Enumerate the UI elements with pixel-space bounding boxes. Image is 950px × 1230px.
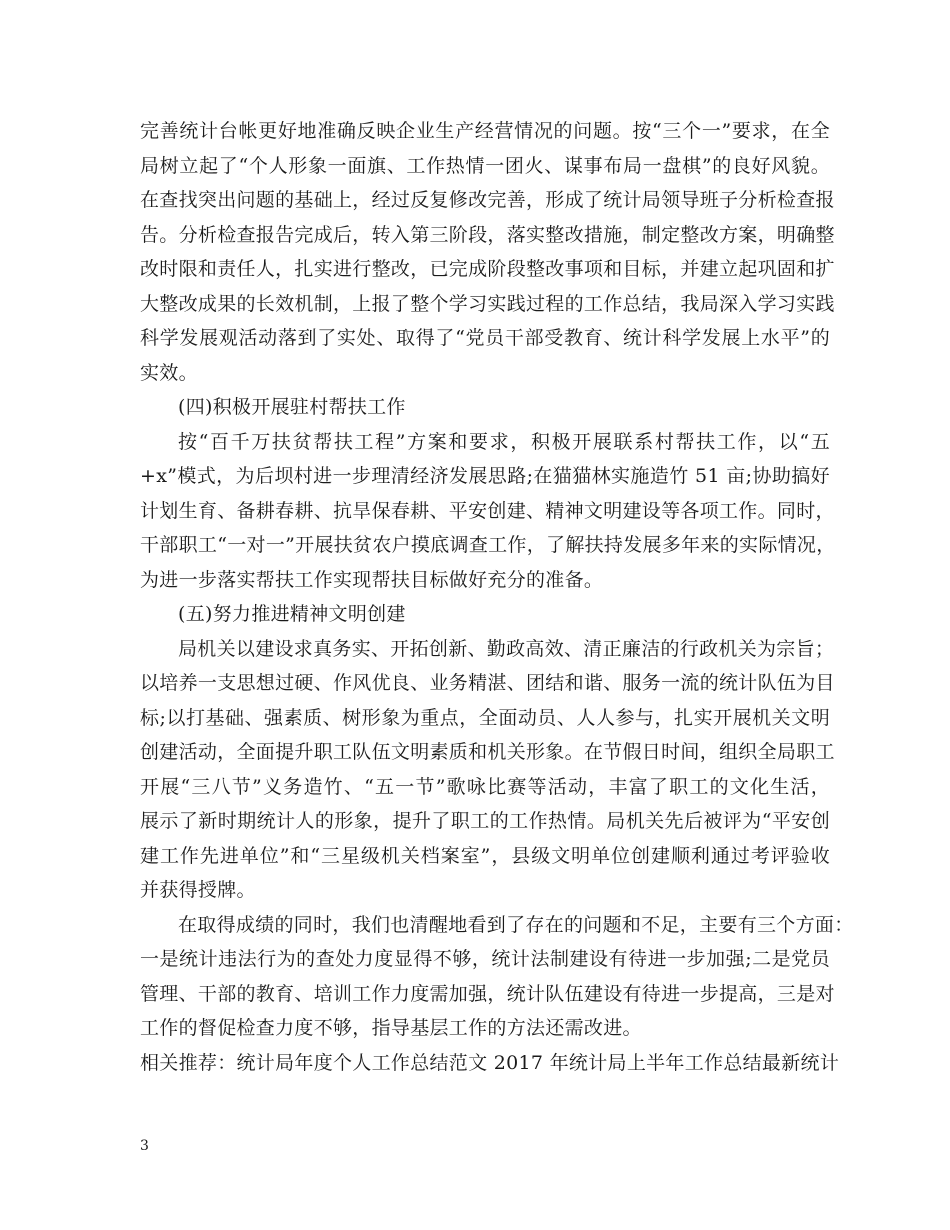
text-line: 标;以打基础、强素质、树形象为重点，全面动员、人人参与，扎实开展机关文明 xyxy=(140,706,830,729)
section-heading: (五)努力推进精神文明创建 xyxy=(178,603,406,625)
text-line: 以培养一支思想过硬、作风优良、业务精湛、团结和谐、服务一流的统计队伍为目 xyxy=(140,672,835,694)
page-number: 3 xyxy=(140,1138,149,1154)
text-line: 在取得成绩的同时，我们也清醒地看到了存在的问题和不足，主要有三个方面： xyxy=(178,913,854,936)
text-line: 展示了新时期统计人的形象，提升了职工的工作热情。局机关先后被评为“平安创 xyxy=(140,810,830,832)
text-line: 管理、干部的教育、培训工作力度需加强，统计队伍建设有待进一步提高，三是对 xyxy=(140,982,835,1005)
text-line: 并获得授牌。 xyxy=(140,879,256,901)
text-line: 为进一步落实帮扶工作实现帮扶目标做好充分的准备。 xyxy=(140,568,604,591)
text-line: 改时限和责任人，扎实进行整改，已完成阶段整改事项和目标，并建立起巩固和扩 xyxy=(140,258,835,280)
text-line: 大整改成果的长效机制，上报了整个学习实践过程的工作总结，我局深入学习实践 xyxy=(140,292,835,315)
text-line: +x”模式，为后坝村进一步理清经济发展思路;在猫猫林实施造竹 51 亩;协助搞好 xyxy=(140,465,830,487)
text-line: 一是统计违法行为的查处力度显得不够，统计法制建设有待进一步加强;二是党员 xyxy=(140,948,830,970)
text-line: 实效。 xyxy=(140,361,198,384)
text-line: 计划生育、备耕春耕、抗旱保春耕、平安创建、精神文明建设等各项工作。同时， xyxy=(140,499,835,522)
text-line: 工作的督促检查力度不够，指导基层工作的方法还需改进。 xyxy=(140,1017,642,1039)
text-line: 局树立起了“个人形象一面旗、工作热情一团火、谋事布局一盘棋”的良好风貌。 xyxy=(140,154,830,177)
text-line: 建工作先进单位”和“三星级机关档案室”，县级文明单位创建顺利通过考评验收 xyxy=(140,844,830,867)
text-line: 开展“三八节”义务造竹、“五一节”歌咏比赛等活动，丰富了职工的文化生活， xyxy=(140,775,830,798)
text-line: 局机关以建设求真务实、开拓创新、勤政高效、清正廉洁的行政机关为宗旨； xyxy=(178,637,835,660)
text-line: 创建活动，全面提升职工队伍文明素质和机关形象。在节假日时间，组织全局职工 xyxy=(140,741,835,763)
text-line: 按“百千万扶贫帮扶工程”方案和要求，积极开展联系村帮扶工作，以“五 xyxy=(178,430,830,453)
document-body xyxy=(140,114,854,1080)
text-line: 科学发展观活动落到了实处、取得了“党员干部受教育、统计科学发展上水平”的 xyxy=(140,327,830,349)
text-line: 在查找突出问题的基础上，经过反复修改完善，形成了统计局领导班子分析检查报 xyxy=(140,189,835,211)
text-line: 相关推荐：统计局年度个人工作总结范文 2017 年统计局上半年工作总结最新统计 xyxy=(140,1051,840,1074)
text-line: 完善统计台帐更好地准确反映企业生产经营情况的问题。按“三个一”要求，在全 xyxy=(140,120,830,142)
section-heading: (四)积极开展驻村帮扶工作 xyxy=(178,396,406,418)
text-line: 干部职工“一对一”开展扶贫农户摸底调查工作，了解扶持发展多年来的实际情况， xyxy=(140,534,836,556)
text-line: 告。分析检查报告完成后，转入第三阶段，落实整改措施，制定整改方案，明确整 xyxy=(140,223,835,246)
